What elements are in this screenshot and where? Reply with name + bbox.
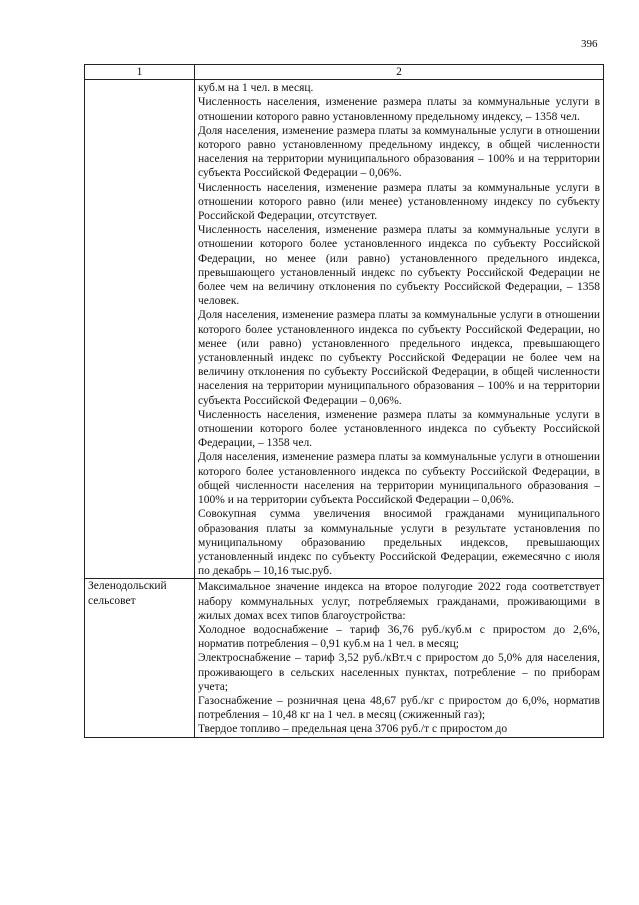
table-row [85, 579, 604, 737]
paragraph: Численность населения, изменение размера платы за коммунальные услуги в отношении которого более установленного индекса по субъекту Российской Федерации, – 1358 чел. [198, 408, 600, 450]
row-content-cell [195, 579, 604, 737]
header-cell-2: 2 [195, 65, 604, 80]
paragraph: куб.м на 1 чел. в месяц. [198, 82, 314, 95]
paragraph: Доля населения, изменение размера платы за коммунальные услуги в отношении которого более установленного индекса по субъекту Российской Федерации, но менее (или равно) установленного предельного индекса, превышающего установленный индекс по субъекту Российской Федерации не более чем на величину отклонения по субъекту Российской Федерации, в общей численности населения на территории муниципального образования – 100% и на территории субъекта Российской Федерации – 0,06%. [198, 309, 600, 407]
paragraph: Численность населения, изменение размера платы за коммунальные услуги в отношении которого более установленного индекса по субъекту Российской Федерации, но менее (или равно) установленного предельного индекса, превышающего установленный индекс по субъекту Российской Федерации не более чем на величину отклонения по субъекту Российской Федерации, – 1358 человек. [198, 224, 600, 308]
paragraph: Численность населения, изменение размера платы за коммунальные услуги в отношении которого равно установленному предельному индексу, – 1358 чел. [198, 96, 600, 123]
paragraph: Электроснабжение – тариф 3,52 руб./кВт.ч с приростом до 5,0% для населения, проживающего в сельских населенных пунктах, потребление – по приборам учета; [198, 652, 600, 693]
table-row [85, 80, 604, 579]
paragraph: Максимальное значение индекса на второе полугодие 2022 года соответствует набору коммунальных услуг, потребляемых гражданами, проживающими в жилых домах всех типов благоустройства: [198, 581, 600, 622]
paragraph: Твердое топливо – предельная цена 3706 руб./т с приростом до [198, 723, 508, 736]
paragraph: Численность населения, изменение размера платы за коммунальные услуги в отношении которого равно (или менее) установленному индексу по субъекту Российской Федерации, отсутствует. [198, 181, 600, 223]
table-header-row [85, 65, 604, 80]
document-table [84, 64, 604, 738]
row-label-cell: Зеленодольский сельсовет [85, 579, 195, 737]
row-label-cell [85, 80, 195, 579]
page-number: 396 [581, 38, 598, 50]
paragraph: Газоснабжение – розничная цена 48,67 руб./кг с приростом до 6,0%, норматив потребления – 10,48 кг на 1 чел. в месяц (сжиженный газ); [198, 694, 600, 722]
paragraph: Совокупная сумма увеличения вносимой гражданами муниципального образования платы за коммунальные услуги в результате установления по муниципальному образованию предельных индексов, превышающих установленный индекс по субъекту Российской Федерации, ежемесячно с июля по декабрь – 10,16 тыс.руб. [198, 508, 600, 578]
header-cell-1: 1 [85, 65, 195, 80]
paragraph: Холодное водоснабжение – тариф 36,76 руб./куб.м с приростом до 2,6%, норматив потребления – 0,91 куб.м на 1 чел. в месяц; [198, 623, 600, 651]
row-content-cell [195, 80, 604, 579]
paragraph: Доля населения, изменение размера платы за коммунальные услуги в отношении которого более установленного индекса по субъекту Российской Федерации, в общей численности населения на территории муниципального образования – 100% и на территории субъекта Российской Федерации – 0,06%. [198, 451, 600, 507]
paragraph: Доля населения, изменение размера платы за коммунальные услуги в отношении которого равно установленному предельному индексу, в общей численности населения на территории муниципального образования – 100% и на территории субъекта Российской Федерации – 0,06%. [198, 124, 600, 180]
